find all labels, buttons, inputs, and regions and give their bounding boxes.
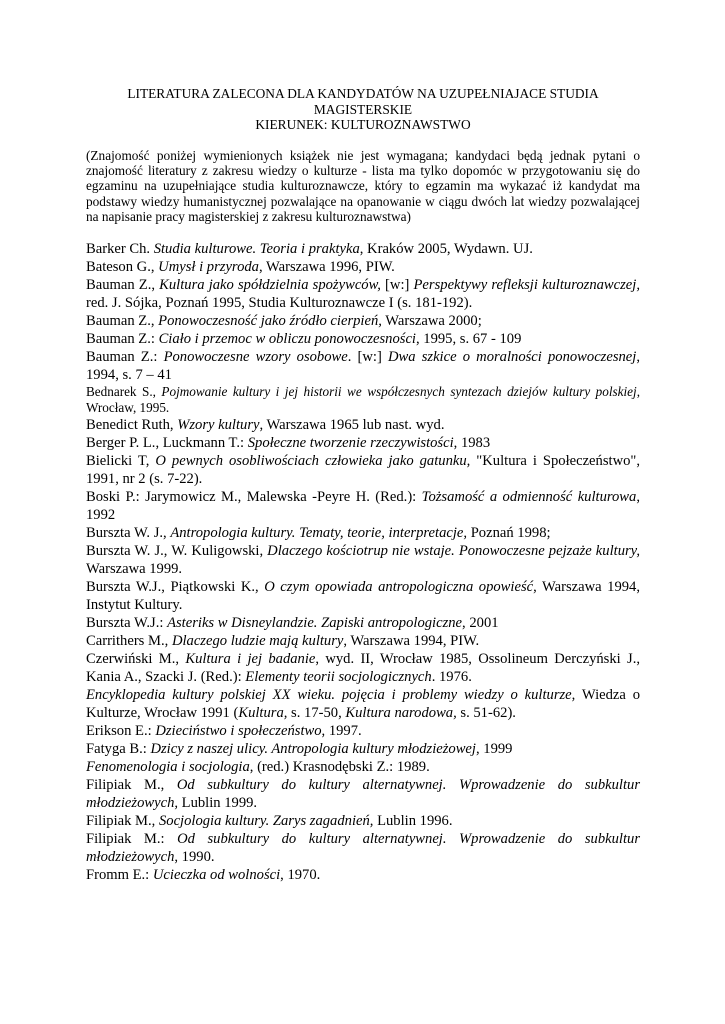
reference-text: [w:] <box>380 276 414 293</box>
reference-title: Kultura, <box>238 704 288 721</box>
reference-text: , Warszawa 1965 lub nast. wyd. <box>259 416 445 433</box>
reference-text: , 1999 <box>475 740 513 757</box>
reference-item <box>86 348 640 384</box>
reference-text: Barker Ch. <box>86 240 154 257</box>
reference-text: Fromm E.: <box>86 866 153 883</box>
document-heading <box>86 86 640 133</box>
reference-title: Perspektywy refleksji kulturoznawczej, <box>413 276 640 293</box>
reference-title: Asteriks w Disneylandzie. Zapiski antropologiczne <box>167 614 463 631</box>
reference-text: . [w:] <box>347 348 388 365</box>
reference-text: Wiedza o Kulturze, Wrocław 1991 ( <box>86 686 640 721</box>
reference-title: Ponowoczesne wzory osobowe <box>163 348 348 365</box>
reference-title: Ciało i przemoc w obliczu ponowoczesności <box>158 330 416 347</box>
heading-line-1: LITERATURA ZALECONA DLA KANDYDATÓW NA UZUPEŁNIAJACE STUDIA <box>127 86 599 101</box>
reference-text: Lublin 1996. <box>373 812 453 829</box>
reference-item <box>86 434 640 452</box>
reference-text: s. 51-62). <box>456 704 516 721</box>
reference-item <box>86 758 640 776</box>
reference-item <box>86 740 640 758</box>
reference-item <box>86 614 640 632</box>
reference-title: Antropologia kultury. Tematy, teorie, interpretacje, <box>170 524 468 541</box>
reference-text: , 1970. <box>280 866 321 883</box>
reference-text: Warszawa 2000; <box>381 312 482 329</box>
reference-text: Berger P. L., Luckmann T.: <box>86 434 248 451</box>
reference-item <box>86 632 640 650</box>
reference-text: Bauman Z., <box>86 312 159 329</box>
reference-text: red. J. Sójka, Poznań 1995, Studia Kulturoznawcze I (s. 181-192). <box>86 294 473 311</box>
reference-text: , 1994, s. 7 – 41 <box>86 348 640 383</box>
reference-text: , 1997. <box>321 722 362 739</box>
reference-item <box>86 330 640 348</box>
reference-title: Studia kulturowe. Teoria i praktyka <box>153 240 360 257</box>
reference-title: Encyklopedia kultury polskiej XX wieku. pojęcia i problemy wiedzy o kulturze, <box>86 686 576 703</box>
reference-text: s. 17-50, <box>287 704 346 721</box>
reference-item <box>86 416 640 434</box>
reference-title: Dwa szkice o moralności ponowoczesnej <box>388 348 637 365</box>
reference-item <box>86 812 640 830</box>
reference-item <box>86 722 640 740</box>
reference-title: Pojmowanie kultury i jej historii we współczesnych syntezach dziejów kultury polskiej <box>161 383 637 399</box>
reference-text: Warszawa 1999. <box>86 560 183 577</box>
reference-text: , 1992 <box>86 488 640 523</box>
reference-item <box>86 524 640 542</box>
reference-text: Burszta W. J., <box>86 524 171 541</box>
reference-text: Poznań 1998; <box>467 524 551 541</box>
reference-title: Dzicy z naszej ulicy. Antropologia kultury młodzieżowej <box>150 740 476 757</box>
reference-text: Bauman Z.: <box>86 348 164 365</box>
reference-text: , (red.) Krasnodębski Z.: 1989. <box>249 758 430 775</box>
reference-text: Czerwiński M., <box>86 650 186 667</box>
reference-text: Burszta W. J., W. Kuligowski, <box>86 542 268 559</box>
reference-title: Ponowoczesność jako źródło cierpień, <box>158 312 382 329</box>
heading-line-2: MAGISTERSKIE <box>313 101 413 117</box>
reference-title: Umysł i przyroda <box>158 258 259 275</box>
reference-item <box>86 830 640 866</box>
reference-text: , 1995, s. 67 - 109 <box>415 330 522 347</box>
reference-text: Bateson G., <box>86 258 159 275</box>
reference-item <box>86 578 640 614</box>
document-page <box>86 86 640 884</box>
reference-text: Carrithers M., <box>86 632 172 649</box>
reference-text: Bauman Z.: <box>86 330 159 347</box>
intro-note: (Znajomość poniżej wymienionych książek nie jest wymagana; kandydaci będą jednak pytani o znajomość literatury z zakresu wiedzy o kulturze - lista ma tylko dopomóc w przygotowaniu się do egzaminu na uzupełniające studia kulturoznawcze, który to egzamin ma wykazać iż kandydat ma podstawy wiedzy humanistycznej pozwalające na opanowanie w ciągu dwóch lat wiedzy pozwalającej na napisanie pracy magisterskiej z zakresu kulturoznawstwa) <box>86 147 640 225</box>
reference-text: , Wrocław, 1995. <box>86 383 640 415</box>
reference-text: Burszta W.J.: <box>86 614 168 631</box>
reference-text: . 1976. <box>431 668 472 685</box>
reference-item <box>86 276 640 312</box>
reference-text: Burszta W.J., Piątkowski K., <box>86 578 265 595</box>
reference-text: , 1990. <box>174 848 215 865</box>
reference-text: , Warszawa 1994, Instytut Kultury. <box>86 578 640 613</box>
reference-title: Fenomenologia i socjologia <box>86 758 250 775</box>
reference-title: Od subkultury do kultury alternatywnej. Wprowadzenie do subkultur młodzieżowych, <box>86 776 641 811</box>
reference-text: Filipiak M., <box>86 776 177 793</box>
reference-item <box>86 312 640 330</box>
reference-item <box>86 384 640 416</box>
heading-line-3: KIERUNEK: KULTUROZNAWSTWO <box>255 117 471 132</box>
reference-text: Bauman Z., <box>86 276 160 293</box>
reference-text: , Warszawa 1994, PIW. <box>343 632 480 649</box>
reference-text: Fatyga B.: <box>86 740 151 757</box>
reference-item <box>86 240 640 258</box>
reference-title: Kultura i jej badanie <box>185 650 316 667</box>
reference-text: , 1983 <box>453 434 491 451</box>
reference-title: O pewnych osobliwościach człowieka jako gatunku, <box>155 452 471 469</box>
reference-title: Społeczne tworzenie rzeczywistości <box>247 434 454 451</box>
reference-text: Filipiak M., <box>86 812 159 829</box>
reference-text: , 2001 <box>462 614 499 631</box>
reference-list <box>86 240 640 884</box>
reference-title: O czym opowiada antropologiczna opowieść <box>264 578 534 595</box>
reference-title: Elementy teorii socjologicznych <box>245 668 432 685</box>
reference-title: Dlaczego ludzie mają kultury <box>171 632 344 649</box>
reference-text: Erikson E.: <box>86 722 156 739</box>
reference-text: , Warszawa 1996, PIW. <box>258 258 395 275</box>
reference-text: Lublin 1999. <box>178 794 258 811</box>
reference-text: , Kraków 2005, Wydawn. UJ. <box>359 240 533 257</box>
reference-title: Kultura jako spółdzielnia spożywców, <box>159 276 381 293</box>
reference-text: Filipiak M.: <box>86 830 178 847</box>
reference-title: Dlaczego kościotrup nie wstaje. Ponowoczesne pejzaże kultury, <box>267 542 640 559</box>
reference-item <box>86 542 640 578</box>
reference-item <box>86 866 640 884</box>
reference-item <box>86 650 640 686</box>
reference-text: , wyd. II, Wrocław 1985, Ossolineum Derczyński J., Kania A., Szacki J. (Red.): <box>86 650 640 685</box>
reference-text: Boski P.: Jarymowicz M., Malewska -Peyre H. (Red.): <box>86 488 422 505</box>
reference-title: Od subkultury do kultury alternatywnej. Wprowadzenie do subkultur młodzieżowych <box>86 830 640 865</box>
reference-text: Bielicki T, <box>86 452 156 469</box>
reference-title: Kultura narodowa, <box>345 704 457 721</box>
reference-title: Wzory kultury <box>177 416 260 433</box>
reference-item <box>86 258 640 276</box>
reference-title: Ucieczka od wolności <box>152 866 281 883</box>
reference-item <box>86 488 640 524</box>
reference-text: Benedict Ruth, <box>86 416 178 433</box>
reference-item <box>86 776 640 812</box>
reference-title: Dzieciństwo i społeczeństwo <box>155 722 322 739</box>
reference-title: Socjologia kultury. Zarys zagadnień, <box>158 812 374 829</box>
reference-title: Tożsamość a odmienność kulturowa <box>421 488 637 505</box>
reference-item <box>86 686 640 722</box>
reference-text: Bednarek S., <box>86 383 162 399</box>
reference-text: "Kultura i Społeczeństwo", 1991, nr 2 (s. 7-22). <box>86 452 641 487</box>
reference-item <box>86 452 640 488</box>
